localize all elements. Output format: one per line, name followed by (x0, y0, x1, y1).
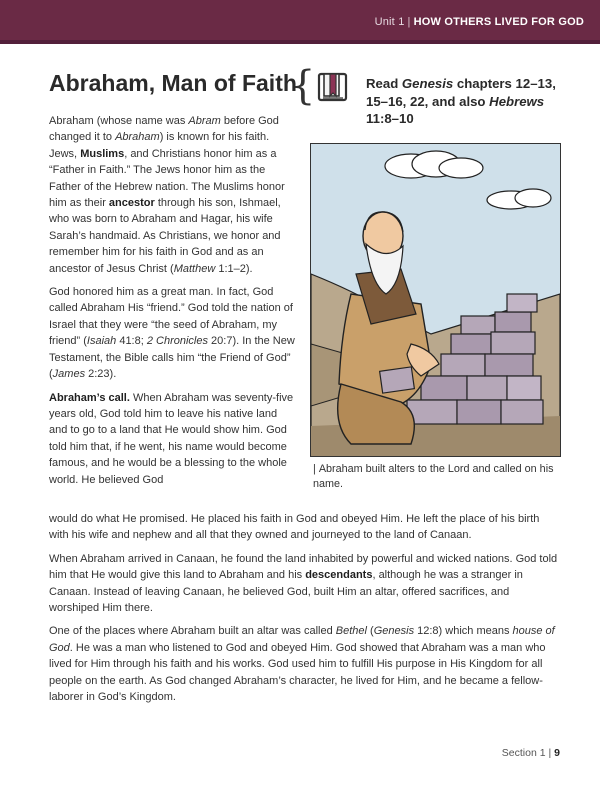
canaan-paragraph (49, 551, 559, 617)
text-run: 41:8; (116, 335, 147, 348)
text-run: Abraham (whose name was (49, 115, 189, 127)
illustration-caption (313, 462, 563, 492)
text-run: 12:8) which means (414, 625, 513, 638)
text-run: ) is known for his faith. Jews, (49, 131, 270, 160)
text-run: , and Christians honor him as a “Father in Faith.” The Jews honor him as the Father of the Hebrew nation. The Muslims honor him as their (49, 147, 285, 210)
text-run: 2:23). (85, 368, 117, 381)
reading-book-hebrews: Hebrews (489, 93, 545, 109)
reading-prefix: Read (366, 76, 402, 91)
unit-header-text (375, 16, 584, 28)
text-run: God honored him as a great man. In fact, God called Abraham His “friend.” God told the nation of Israel that they were “the seed of Abraham, my friend” ( (49, 286, 293, 348)
text-run: ( (366, 625, 374, 638)
text-run: . He was a man who listened to God and obeyed Him. God showed that Abraham was a man who lived for Him through his faith and his works. God used him to fulfill His purpose in His Kingdom for all people on the earth. As God changed Abraham’s character, he lived for Him, and he became a fellow-laborer in God’s Kingdom. (49, 641, 546, 704)
meaning-house-of-god: house of God (49, 625, 555, 654)
scripture-ref: 2 Chronicles (146, 335, 208, 348)
abraham-altar-illustration (310, 143, 561, 457)
reading-chapters: chapters 12–13, 15–16, 22, and also (366, 76, 556, 109)
scripture-ref: Genesis (373, 625, 415, 638)
caption-marker: | (313, 463, 316, 475)
scripture-ref: James (52, 368, 86, 381)
call-paragraph-continued: would do what He promised. He placed his faith in God and obeyed Him. He left the place of his birth with his wife and nephew and all that they owned and journeyed to the land of Canaan. (49, 513, 540, 542)
place-bethel: Bethel (335, 625, 367, 638)
footer-separator: | (548, 747, 552, 759)
name-abraham: Abraham (115, 131, 160, 144)
text-run: 1:1–2). (215, 262, 253, 275)
bethel-paragraph (49, 623, 559, 705)
text-run: When Abraham was seventy-five years old, God told him to leave his native land and to go to a land that He would show him. God told him that, if he went, his name would become famous, and he would be a blessing to the whole world. He believed God (49, 391, 294, 486)
text-run: through his son, Ishmael, who was born to Abraham and Hagar, his wife Sarah’s handmaid. As Christians, we honor and remember him for his faith in God and as an ancestor of Jesus Christ ( (49, 197, 281, 275)
unit-label: Unit 1 (374, 16, 405, 28)
name-abram: Abram (188, 115, 221, 127)
text-run: 20:7). In the New Testament, the Bible calls him “the Friend of God” ( (49, 335, 295, 381)
reading-reference (366, 75, 576, 128)
page-title: Abraham, Man of Faith (49, 70, 297, 96)
page-footer (502, 747, 560, 759)
footer-section: Section 1 (501, 747, 546, 759)
keyword-muslims: Muslims (80, 147, 125, 160)
bible-bookmark-icon (316, 71, 350, 103)
caption-text: Abraham built alters to the Lord and called on his name. (313, 463, 554, 490)
keyword-ancestor: ancestor (108, 197, 155, 210)
full-width-text (49, 511, 559, 712)
scripture-ref: Matthew (173, 262, 216, 275)
text-run: When Abraham arrived in Canaan, he found the land inhabited by powerful and wicked nations. God told him that He would give this land to Abraham and his (49, 552, 558, 582)
subheading-abrahams-call: Abraham’s call. (49, 391, 130, 404)
intro-paragraph (49, 113, 297, 277)
reading-book-genesis: Genesis (401, 76, 454, 91)
left-column (49, 113, 297, 495)
keyword-descendants: descendants (305, 569, 373, 582)
call-paragraph (49, 390, 297, 488)
header-separator: | (407, 16, 411, 28)
text-run: , although he was a stranger in Canaan. Instead of leaving Canaan, he believed God, built Him an altar, offered sacrifices, and worshiped Him there. (49, 569, 523, 615)
page-number: 9 (554, 747, 560, 759)
reading-suffix: 11:8–10 (366, 111, 414, 126)
text-run: before God changed it to (49, 115, 279, 144)
unit-header-bar (0, 0, 600, 44)
friend-paragraph (49, 284, 297, 382)
unit-title: HOW OTHERS LIVED FOR GOD (413, 16, 584, 28)
scripture-ref: Isaiah (86, 335, 117, 348)
curly-brace-icon: { (290, 63, 316, 109)
text-run: One of the places where Abraham built an altar was called (49, 625, 336, 638)
